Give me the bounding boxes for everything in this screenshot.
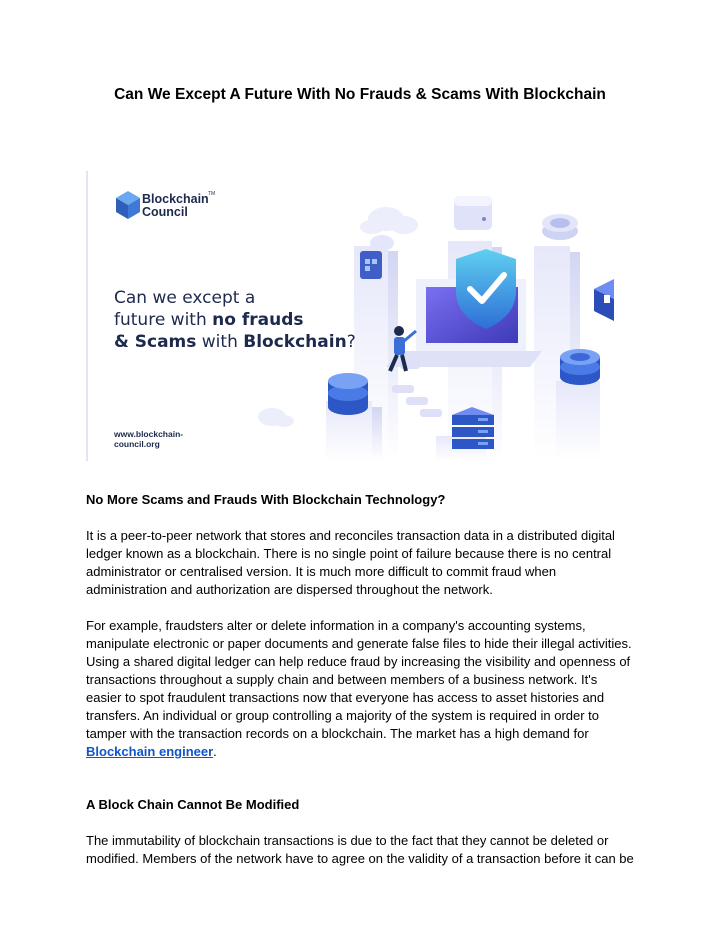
logo-line-2: Council bbox=[142, 205, 188, 219]
headline-emphasis: Scams bbox=[134, 332, 197, 352]
cube-block-icon bbox=[594, 279, 614, 321]
database-icon bbox=[560, 349, 600, 385]
headline-line-3 bbox=[114, 331, 356, 353]
cloud-icon bbox=[258, 408, 294, 427]
logo-wordmark bbox=[142, 193, 209, 219]
paragraph: It is a peer-to-peer network that stores and reconciles transaction data in a distributed digital ledger known as a blockchain. There is no single point of failure because there is no central administrator or centralised version. It is much more difficult to commit fraud when administration and authorization are dispersed throughout the network. bbox=[86, 528, 615, 597]
server-stack-icon bbox=[452, 407, 494, 449]
headline-line-1: Can we except a bbox=[114, 288, 256, 308]
headline-line-2 bbox=[114, 309, 356, 331]
hero-banner bbox=[86, 171, 614, 461]
paragraph: The immutability of blockchain transactions is due to the fact that they cannot be deleted or modified. Members of the network have to agree on the validity of a transaction before it can be bbox=[86, 833, 634, 866]
headline-emphasis: no frauds bbox=[212, 310, 304, 330]
page-title: Can We Except A Future With No Frauds & Scams With Blockchain bbox=[114, 86, 606, 103]
disc-stack-icon bbox=[542, 214, 578, 240]
accent-line bbox=[86, 171, 88, 461]
headline-emphasis: & bbox=[114, 332, 135, 352]
banner-headline bbox=[114, 287, 356, 353]
logo-line-1: Blockchain bbox=[142, 192, 209, 206]
paragraph bbox=[86, 617, 636, 761]
headline-text: with bbox=[196, 332, 244, 352]
database-icon bbox=[328, 373, 368, 415]
headline-text: future with bbox=[114, 310, 213, 330]
cloud-icon bbox=[370, 235, 394, 251]
stairs bbox=[392, 361, 442, 417]
pillar-right-front bbox=[556, 381, 600, 461]
headline-emphasis: Blockchain bbox=[243, 332, 347, 352]
section-heading: No More Scams and Frauds With Blockchain Technology? bbox=[86, 492, 446, 507]
cloud-icon bbox=[360, 207, 418, 234]
device-icon bbox=[360, 251, 382, 279]
paragraph-text: . bbox=[213, 744, 217, 759]
paragraph-text: For example, fraudsters alter or delete information in a company's accounting systems, manipulate electronic or paper documents and generate false files to hide their illegal activities. Using a shared digital ledger can help reduce fraud by increasing the visibility and openness of transactions throughout a supply chain and between members of a business network. It's easier to spot fraudulent transactions now that everyone has access to asset histories and transfers. An individual or group controlling a majority of the system is required in order to tamper with the transaction records on a blockchain. The market has a high demand for bbox=[86, 618, 632, 741]
article-body bbox=[86, 491, 636, 868]
logo-cube-icon bbox=[116, 191, 140, 219]
server-box-icon bbox=[454, 196, 492, 230]
headline-text: ? bbox=[346, 332, 356, 352]
section-heading: A Block Chain Cannot Be Modified bbox=[86, 797, 300, 812]
blockchain-engineer-link[interactable]: Blockchain engineer bbox=[86, 744, 214, 759]
logo-trademark: TM bbox=[208, 191, 216, 197]
banner-website: www.blockchain-council.org bbox=[114, 429, 184, 449]
